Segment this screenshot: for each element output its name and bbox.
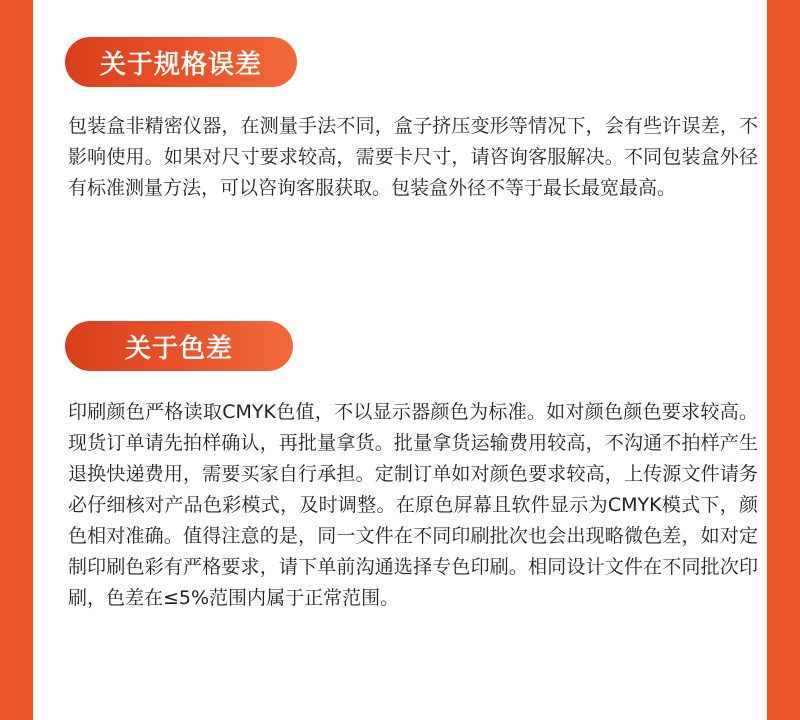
section-body-color-difference: 印刷颜色严格读取CMYK色值，不以显示器颜色为标准。如对颜色颜色要求较高。现货订单请先拍样确认，再批量拿货。批量拿货运输费用较高，不沟通不拍样产生退换快递费用，需要买家自行承担。定制订单如对颜色要求较高，上传源文件请务必仔细核对产品色彩模式，及时调整。在原色屏幕且软件显示为CMYK模式下，颜色相对准确。值得注意的是，同一文件在不同印刷批次也会出现略微色差，如对定制印刷色彩有严格要求，请下单前沟通选择专色印刷。相同设计文件在不同批次印刷，色差在≤5%范围内属于正常范围。	[68, 401, 758, 609]
section-heading-color-difference: 关于色差	[65, 321, 293, 371]
section-body-spec-error: 包装盒非精密仪器，在测量手法不同，盒子挤压变形等情况下，会有些许误差，不影响使用。如果对尺寸要求较高，需要卡尺寸，请咨询客服解决。不同包装盒外径有标准测量方法，可以咨询客服获取。包装盒外径不等于最长最宽最高。	[68, 115, 758, 199]
content-panel	[33, 0, 767, 720]
section-heading-spec-error: 关于规格误差	[65, 37, 297, 87]
